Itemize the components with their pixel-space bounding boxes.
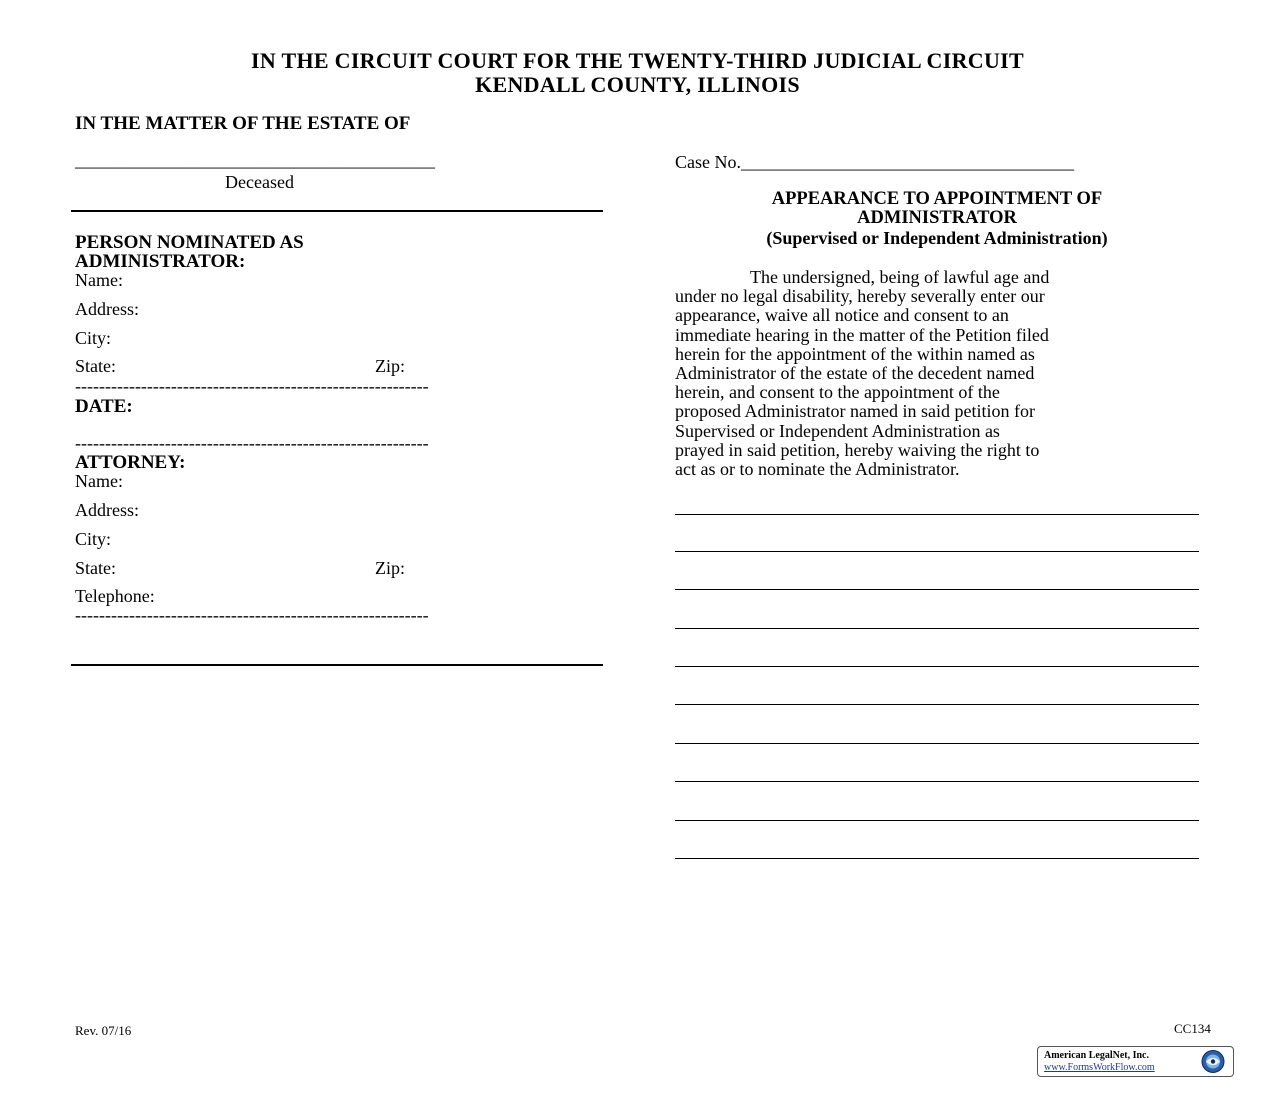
form-code: CC134 <box>1174 1021 1211 1036</box>
appearance-statement <box>675 268 1205 479</box>
statement-line: appearance, waive all notice and consent to an <box>675 305 1009 326</box>
form-title-2: ADMINISTRATOR <box>857 208 1017 228</box>
dashed-divider: ----------------------------------------------------------- <box>75 433 429 453</box>
form-title: APPEARANCE TO APPOINTMENT OF <box>771 189 1103 209</box>
county-heading: KENDALL COUNTY, ILLINOIS <box>475 72 800 97</box>
case-number-label: Case No. <box>675 152 741 172</box>
deceased-label: Deceased <box>225 172 294 192</box>
case-number <box>675 152 1074 173</box>
statement-line: herein for the appointment of the within named as <box>675 343 1035 364</box>
signature-line[interactable] <box>675 628 1199 629</box>
attorney-address-field[interactable]: Address: <box>75 500 139 520</box>
attorney-zip-field[interactable]: Zip: <box>375 558 405 578</box>
statement-line: Administrator of the estate of the decedent named <box>675 363 1035 384</box>
nominee-zip-field[interactable]: Zip: <box>375 356 405 376</box>
deceased-name-field[interactable]: ________________________________________ <box>75 150 435 170</box>
signature-line[interactable] <box>675 704 1199 705</box>
signature-line[interactable] <box>675 514 1199 515</box>
revision-date: Rev. 07/16 <box>75 1023 132 1038</box>
statement-line: under no legal disability, hereby severally enter our <box>675 286 1045 307</box>
signature-line[interactable] <box>675 781 1199 782</box>
statement-line: proposed Administrator named in said petition for <box>675 401 1035 422</box>
attorney-telephone-field[interactable]: Telephone: <box>75 586 155 606</box>
publisher-name: American LegalNet, Inc. <box>1044 1050 1149 1061</box>
form-subtitle: (Supervised or Independent Administration) <box>766 228 1108 248</box>
section-divider <box>71 664 603 666</box>
nominee-state-field[interactable]: State: <box>75 356 116 376</box>
publisher-link[interactable]: www.FormsWorkFlow.com <box>1044 1062 1155 1073</box>
nominee-heading-2: ADMINISTRATOR: <box>75 251 246 272</box>
dashed-divider: ----------------------------------------------------------- <box>75 605 429 625</box>
section-divider <box>71 210 603 212</box>
dashed-divider: ----------------------------------------------------------- <box>75 376 429 396</box>
attorney-city-field[interactable]: City: <box>75 529 112 549</box>
signature-line[interactable] <box>675 820 1199 821</box>
signature-line[interactable] <box>675 551 1199 552</box>
nominee-heading: PERSON NOMINATED AS <box>75 232 304 253</box>
attorney-heading: ATTORNEY: <box>75 452 186 473</box>
signature-line[interactable] <box>675 743 1199 744</box>
case-number-field[interactable]: _____________________________________ <box>741 152 1074 172</box>
publisher-logo <box>1037 1046 1234 1077</box>
globe-icon <box>1195 1048 1231 1075</box>
statement-line: immediate hearing in the matter of the Petition filed <box>675 324 1049 345</box>
signature-line[interactable] <box>675 666 1199 667</box>
statement-line: The undersigned, being of lawful age and <box>750 267 1050 287</box>
attorney-state-field[interactable]: State: <box>75 558 116 578</box>
estate-title: IN THE MATTER OF THE ESTATE OF <box>75 113 411 134</box>
signature-line[interactable] <box>675 858 1199 859</box>
signature-line[interactable] <box>675 589 1199 590</box>
statement-line: Supervised or Independent Administration as <box>675 420 1000 441</box>
court-heading: IN THE CIRCUIT COURT FOR THE TWENTY-THIRD JUDICIAL CIRCUIT <box>251 48 1024 73</box>
statement-line: prayed in said petition, hereby waiving the right to <box>675 439 1040 460</box>
nominee-address-field[interactable]: Address: <box>75 299 139 319</box>
date-field[interactable]: DATE: <box>75 396 133 417</box>
attorney-name-field[interactable]: Name: <box>75 471 123 491</box>
statement-line: herein, and consent to the appointment of the <box>675 382 1000 403</box>
nominee-city-field[interactable]: City: <box>75 328 112 348</box>
nominee-name-field[interactable]: Name: <box>75 270 123 290</box>
statement-line: act as or to nominate the Administrator. <box>675 459 960 480</box>
